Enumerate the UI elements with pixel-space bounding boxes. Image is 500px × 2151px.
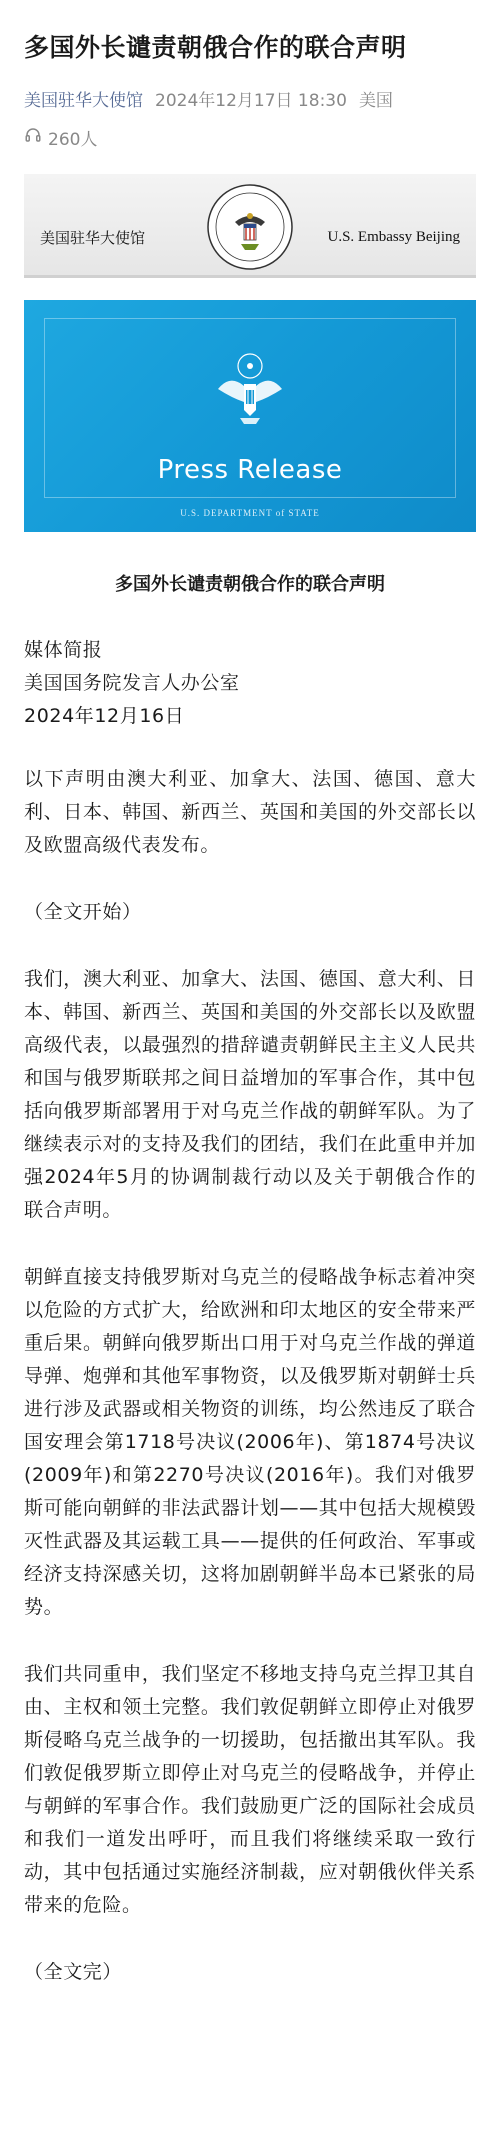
intro-paragraph: 以下声明由澳大利亚、加拿大、法国、德国、意大利、日本、韩国、新西兰、英国和美国的外交部长以及欧盟高级代表发布。 (24, 768, 476, 856)
banner-chinese-label: 美国驻华大使馆 (40, 229, 146, 247)
embassy-seal-icon (205, 182, 295, 272)
release-date: 2024年12月16日 (24, 705, 185, 727)
paragraph-2: 朝鲜直接支持俄罗斯对乌克兰的侵略战争标志着冲突以危险的方式扩大，给欧洲和印太地区的安全带来严重后果。朝鲜向俄罗斯出口用于对乌克兰作战的弹道导弹、炮弹和其他军事物资，以及俄罗斯对朝鲜士兵进行涉及武器或相关物资的训练，均公然违反了联合国安理会第1718号决议(2006年)、第1874号决议(2009年)和第2270号决议(2016年)。我们对俄罗斯可能向朝鲜的非法武器计划——其中包括大规模毁灭性武器及其运载工具——提供的任何政治、军事或经济支持深感关切，这将加剧朝鲜半岛本已紧张的局势。 (24, 1266, 476, 1618)
state-department-label: U.S. DEPARTMENT of STATE (180, 508, 320, 518)
listen-count: 260人 (48, 130, 98, 150)
start-marker: （全文开始） (24, 901, 142, 923)
end-marker: （全文完） (24, 1961, 123, 1983)
paragraph-3: 我们共同重申，我们坚定不移地支持乌克兰捍卫其自由、主权和领土完整。我们敦促朝鲜立即停止对俄罗斯侵略乌克兰战争的一切援助，包括撤出其军队。我们敦促俄罗斯立即停止对乌克兰的侵略战争，并停止与朝鲜的军事合作。我们鼓励更广泛的国际社会成员和我们一道发出呼吁，而且我们将继续采取一致行动，其中包括通过实施经济制裁，应对朝俄伙伴关系带来的危险。 (24, 1663, 476, 1916)
press-release-banner (24, 300, 476, 532)
banner-english-label: U.S. Embassy Beijing (327, 229, 460, 245)
press-release-label: Press Release (157, 455, 343, 485)
briefing-label: 媒体简报 (24, 639, 103, 661)
article-container (0, 0, 500, 150)
article-meta (24, 86, 476, 111)
publish-datetime: 2024年12月17日 18:30 (155, 91, 347, 111)
state-department-eagle-icon (210, 344, 290, 438)
article-body (0, 570, 500, 1989)
paragraph-1: 我们，澳大利亚、加拿大、法国、德国、意大利、日本、韩国、新西兰、英国和美国的外交部长以及欧盟高级代表，以最强烈的措辞谴责朝鲜民主主义人民共和国与俄罗斯联邦之间日益增加的军事合作，其中包括向俄罗斯部署用于对乌克兰作战的朝鲜军队。为了继续表示对的支持及我们的团结，我们在此重申并加强2024年5月的协调制裁行动以及关于朝俄合作的联合声明。 (24, 968, 476, 1221)
account-name-link[interactable]: 美国驻华大使馆 (24, 91, 143, 111)
embassy-banner (24, 174, 476, 278)
statement-subtitle: 多国外长谴责朝俄合作的联合声明 (115, 574, 385, 595)
publish-location: 美国 (358, 91, 393, 111)
listen-button[interactable] (24, 125, 476, 150)
article-title: 多国外长谴责朝俄合作的联合声明 (24, 33, 407, 62)
headphones-icon (24, 126, 42, 149)
office-label: 美国国务院发言人办公室 (24, 672, 240, 694)
release-header (24, 634, 476, 733)
